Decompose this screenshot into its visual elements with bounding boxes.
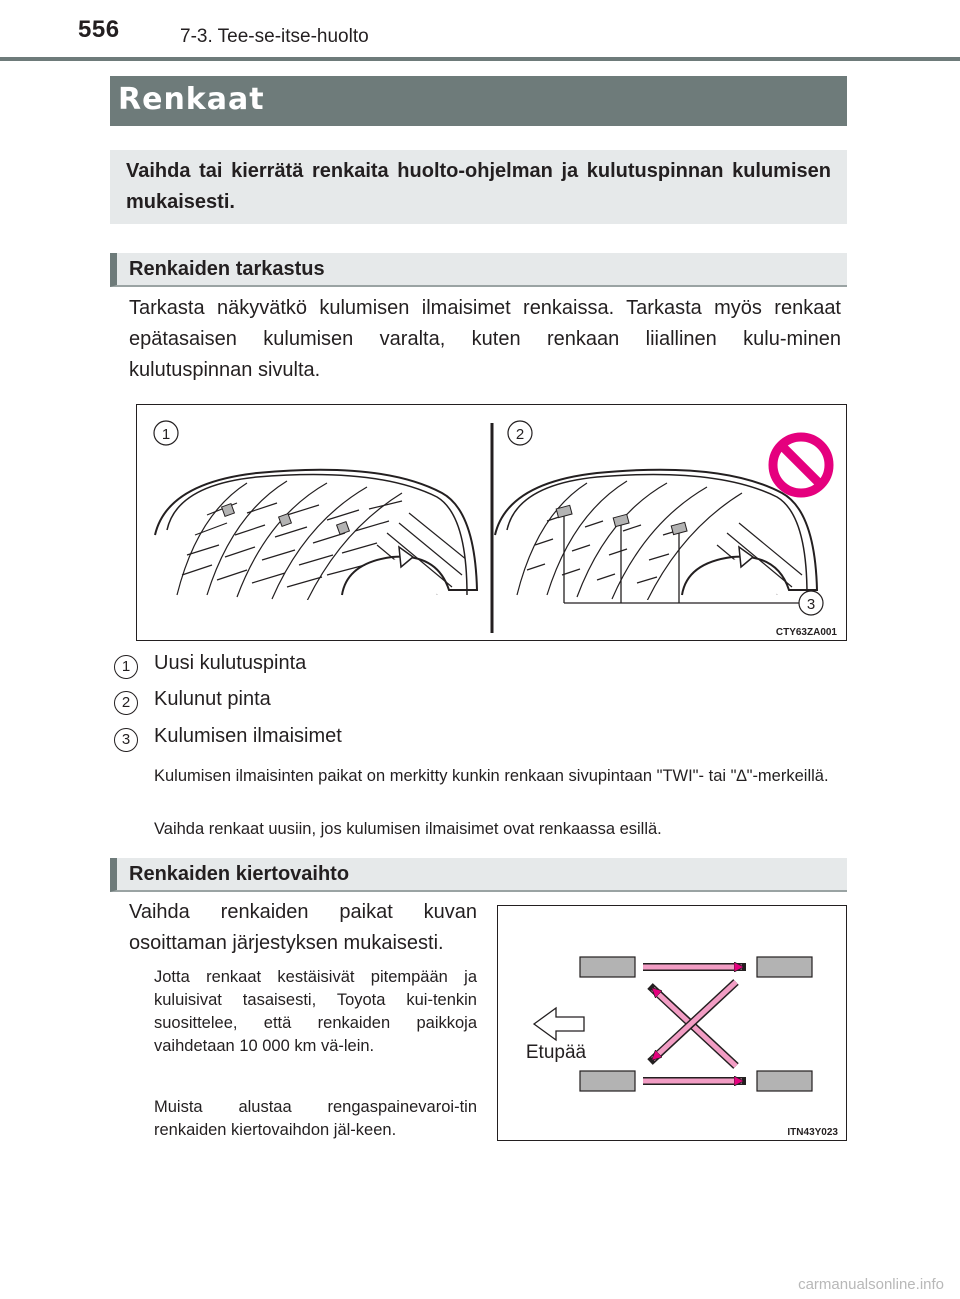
tire-wear-figure <box>136 404 847 641</box>
tire-front-right <box>580 1071 635 1091</box>
tire-rear-right <box>757 1071 812 1091</box>
legend-number: 3 <box>114 728 138 752</box>
tire-wear-illustration <box>137 405 846 640</box>
rotation-note-1: Jotta renkaat kestäisivät pitempään ja kuluisivat tasaisesti, Toyota kui-tenkin suosittelee, että renkaiden paikkoja vaihdetaan 10 000 km vä-lein. <box>154 968 477 1055</box>
legend-number: 1 <box>114 655 138 679</box>
callout-2 <box>508 421 532 445</box>
inspection-note-1: Kulumisen ilmaisinten paikat on merkitty kunkin renkaan sivupintaan "TWI"- tai "∆"-merkeillä. <box>154 767 829 785</box>
twi-triangle-icon <box>399 547 413 567</box>
rotation-heading <box>110 858 847 892</box>
watermark: carmanualsonline.info <box>798 1276 944 1293</box>
legend-label: Kulunut pinta <box>154 688 271 710</box>
figure-code: CTY63ZA001 <box>775 627 837 638</box>
callout-1 <box>154 421 178 445</box>
rotation-arrows <box>643 967 746 1081</box>
intro-text: Vaihda tai kierrätä renkaita huolto-ohjelman ja kulutuspinnan kulumisen mukaisesti. <box>126 160 831 213</box>
callout-1-label: 1 <box>161 426 171 443</box>
worn-tread-tire <box>495 470 817 603</box>
inspection-body: Tarkasta näkyvätkö kulumisen ilmaisimet renkaissa. Tarkasta myös renkaat epätasaisen kulumisen varalta, kuten renkaan liiallinen kulu-minen kulutuspinnan sivulta. <box>129 297 841 381</box>
new-tread-tire <box>155 470 477 601</box>
rotation-heading-text: Renkaiden kiertovaihto <box>129 863 350 885</box>
inspection-heading <box>110 253 847 287</box>
rotation-note-2: Muista alustaa rengaspainevaroi-tin renkaiden kiertovaihdon jäl-keen. <box>154 1098 477 1139</box>
page-number: 556 <box>78 16 120 43</box>
tire-rotation-diagram <box>498 906 846 1140</box>
rotation-body: Vaihda renkaiden paikat kuvan osoittaman järjestyksen mukaisesti. <box>129 901 477 954</box>
inspection-note-2: Vaihda renkaat uusiin, jos kulumisen ilmaisimet ovat renkaassa esillä. <box>154 820 662 838</box>
inspection-heading-text: Renkaiden tarkastus <box>129 258 325 280</box>
prohibition-icon <box>773 437 829 493</box>
tire-front-left <box>580 957 635 977</box>
callout-3 <box>799 591 823 615</box>
front-direction-arrow-icon <box>534 1008 584 1040</box>
figure-code: ITN43Y023 <box>787 1127 838 1138</box>
tire-rear-left <box>757 957 812 977</box>
callout-2-label: 2 <box>515 426 525 443</box>
page-title: Renkaat <box>118 82 265 117</box>
legend-label: Kulumisen ilmaisimet <box>154 725 342 747</box>
legend-label: Uusi kulutuspinta <box>154 652 307 674</box>
front-label: Etupää <box>525 1042 587 1063</box>
title-bar <box>110 76 847 126</box>
section-label: 7-3. Tee-se-itse-huolto <box>180 26 369 47</box>
callout-3-label: 3 <box>806 596 816 613</box>
tire-rotation-figure <box>497 905 847 1141</box>
twi-triangle-icon <box>739 547 753 567</box>
legend-number: 2 <box>114 691 138 715</box>
header-rule <box>0 57 960 61</box>
intro-box <box>110 150 847 224</box>
